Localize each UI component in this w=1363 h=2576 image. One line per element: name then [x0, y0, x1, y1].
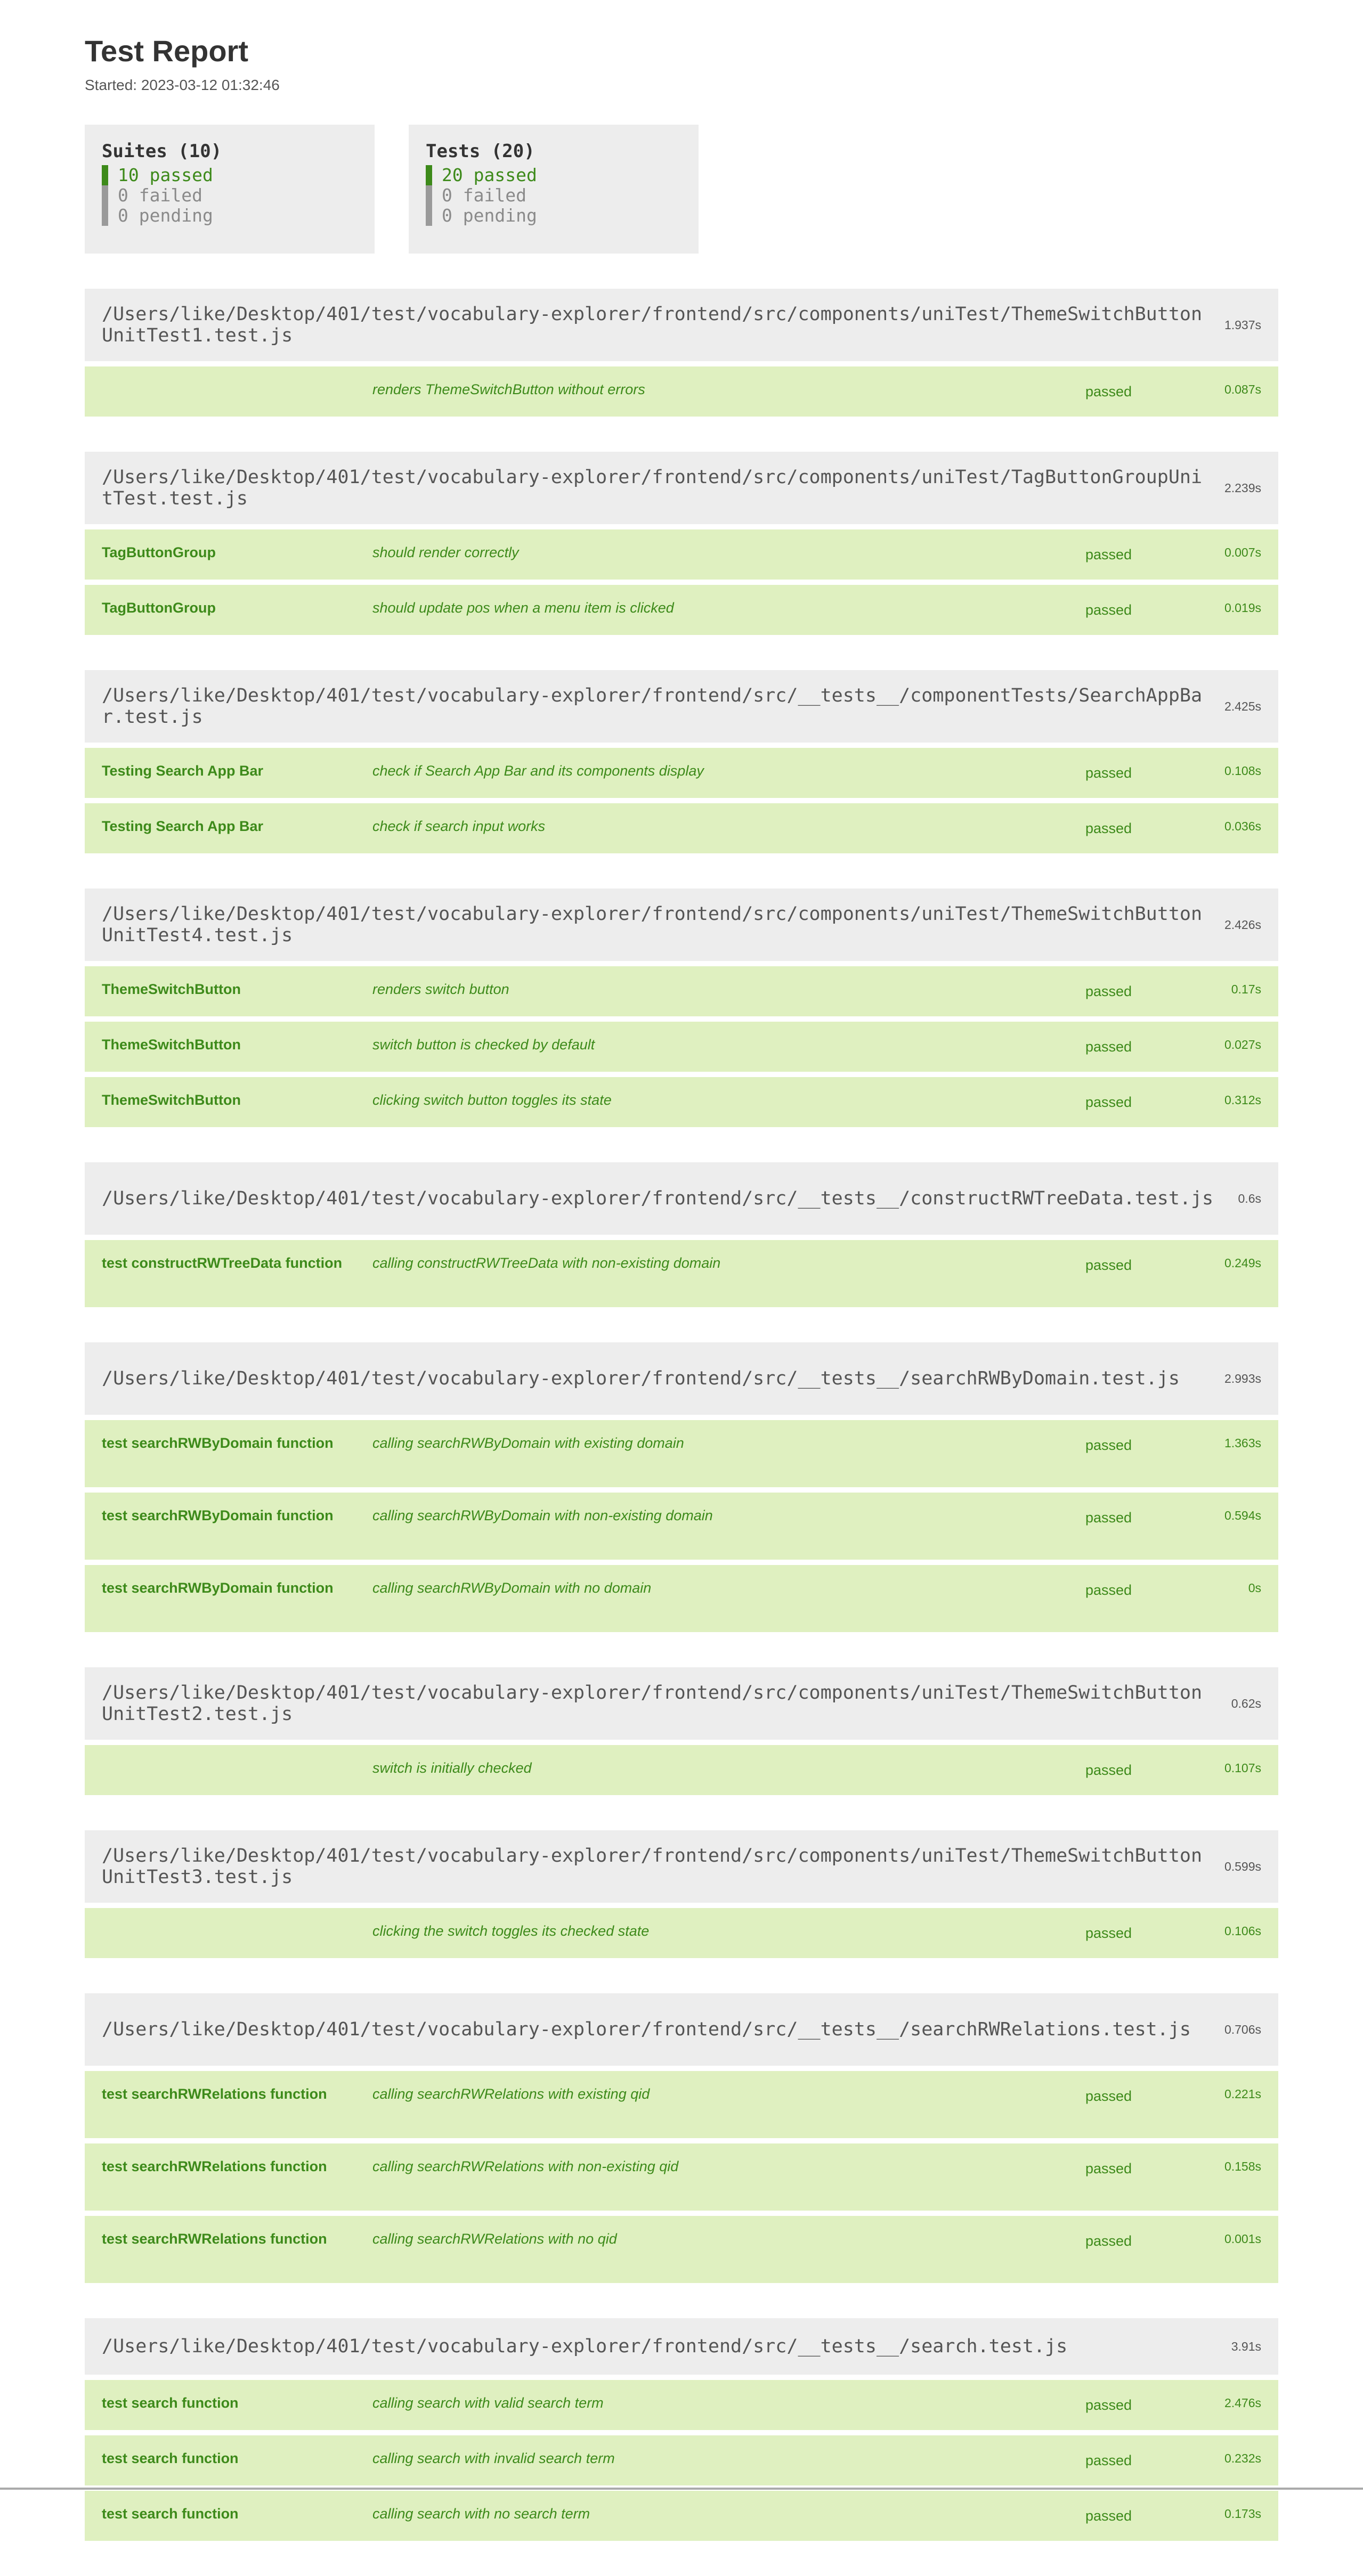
test-suite — [85, 2318, 1278, 2541]
test-row — [85, 529, 1278, 580]
test-suite-name: TagButtonGroup — [102, 544, 216, 560]
test-title: calling searchRWRelations with existing qid — [372, 2086, 650, 2102]
test-status: passed — [1085, 602, 1132, 618]
test-row — [85, 1493, 1278, 1560]
test-suite-name: test searchRWByDomain function — [102, 1507, 334, 1523]
test-suite — [85, 888, 1278, 1127]
test-suite — [85, 1830, 1278, 1958]
test-duration: 0.001s — [1224, 2232, 1261, 2246]
test-row — [85, 2071, 1278, 2138]
test-status: passed — [1085, 2161, 1132, 2176]
suite-header — [85, 1830, 1278, 1903]
test-status: passed — [1085, 2452, 1132, 2468]
suites-failed-count: 0 failed — [102, 185, 358, 206]
test-row — [85, 2216, 1278, 2283]
suite-header — [85, 1667, 1278, 1740]
test-suite-name: test search function — [102, 2395, 239, 2411]
test-row — [85, 1240, 1278, 1307]
test-row — [85, 2491, 1278, 2541]
test-duration: 1.363s — [1224, 1436, 1261, 1450]
report-page — [85, 34, 1278, 2576]
summary — [85, 125, 1278, 254]
test-row — [85, 1565, 1278, 1632]
test-suite — [85, 1667, 1278, 1795]
suite-file-path: /Users/like/Desktop/401/test/vocabulary-explorer/frontend/src/components/uniTest/ThemeSwitchButtonUnitTest4.test.js — [102, 903, 1203, 946]
suite-file-path: /Users/like/Desktop/401/test/vocabulary-explorer/frontend/src/__tests__/constructRWTreeData.test.js — [102, 1188, 1214, 1209]
test-suite-name: test searchRWRelations function — [102, 2086, 327, 2102]
test-title: calling searchRWByDomain with no domain — [372, 1580, 652, 1596]
test-duration: 0.221s — [1224, 2087, 1261, 2101]
test-suite-name: test search function — [102, 2506, 239, 2522]
test-title: should update pos when a menu item is clicked — [372, 600, 674, 616]
test-row — [85, 1908, 1278, 1958]
test-duration: 2.476s — [1224, 2396, 1261, 2410]
suites-pending-count: 0 pending — [102, 206, 358, 226]
test-suite-name: test searchRWByDomain function — [102, 1580, 334, 1596]
suite-duration: 2.993s — [1224, 1371, 1261, 1385]
test-status: passed — [1085, 765, 1132, 781]
suite-header — [85, 888, 1278, 961]
test-status: passed — [1085, 1437, 1132, 1453]
suite-header — [85, 1993, 1278, 2066]
test-suite-name: test search function — [102, 2450, 239, 2466]
test-suite — [85, 1993, 1278, 2283]
test-title: check if Search App Bar and its components display — [372, 763, 704, 779]
test-title: calling constructRWTreeData with non-existing domain — [372, 1255, 721, 1271]
suite-header — [85, 1162, 1278, 1235]
test-status: passed — [1085, 1925, 1132, 1941]
test-duration: 0.027s — [1224, 1038, 1261, 1051]
suites-summary-heading: Suites (10) — [102, 141, 222, 162]
test-duration: 0.312s — [1224, 1093, 1261, 1107]
suites-passed-count: 10 passed — [102, 165, 358, 185]
test-row — [85, 1022, 1278, 1072]
test-duration: 0s — [1248, 1581, 1261, 1595]
test-suite-name: ThemeSwitchButton — [102, 1092, 241, 1108]
suite-file-path: /Users/like/Desktop/401/test/vocabulary-explorer/frontend/src/__tests__/searchRWByDomain.test.js — [102, 1368, 1180, 1389]
started-timestamp: Started: 2023-03-12 01:32:46 — [85, 77, 280, 93]
suite-header — [85, 289, 1278, 361]
test-duration: 0.106s — [1224, 1924, 1261, 1938]
test-status: passed — [1085, 384, 1132, 400]
test-suite-name: TagButtonGroup — [102, 600, 216, 616]
test-suite-name: Testing Search App Bar — [102, 763, 264, 779]
test-title: calling searchRWByDomain with existing domain — [372, 1435, 684, 1451]
test-duration: 0.158s — [1224, 2159, 1261, 2173]
test-status: passed — [1085, 2088, 1132, 2104]
test-title: clicking switch button toggles its state — [372, 1092, 612, 1108]
test-duration: 0.019s — [1224, 601, 1261, 615]
test-title: switch button is checked by default — [372, 1037, 595, 1053]
suite-file-path: /Users/like/Desktop/401/test/vocabulary-explorer/frontend/src/__tests__/componentTests/SearchAppBar.test.js — [102, 685, 1203, 728]
test-status: passed — [1085, 2508, 1132, 2524]
test-title: calling searchRWRelations with non-existing qid — [372, 2158, 679, 2174]
suite-duration: 1.937s — [1224, 317, 1261, 332]
bottom-divider — [0, 2488, 1363, 2490]
test-duration: 0.232s — [1224, 2451, 1261, 2465]
suite-duration: 2.239s — [1224, 480, 1261, 495]
test-row — [85, 966, 1278, 1016]
tests-failed-count: 0 failed — [426, 185, 682, 206]
test-suite — [85, 289, 1278, 417]
suite-file-path: /Users/like/Desktop/401/test/vocabulary-explorer/frontend/src/components/uniTest/TagButtonGroupUnitTest.test.js — [102, 467, 1203, 509]
test-row — [85, 1077, 1278, 1127]
test-row — [85, 2143, 1278, 2211]
test-status: passed — [1085, 2233, 1132, 2249]
test-suite — [85, 1162, 1278, 1307]
test-suite-name: test searchRWByDomain function — [102, 1435, 334, 1451]
suite-duration: 2.426s — [1224, 917, 1261, 932]
test-row — [85, 748, 1278, 798]
suite-duration: 2.425s — [1224, 699, 1261, 713]
test-status: passed — [1085, 983, 1132, 999]
suite-duration: 0.706s — [1224, 2022, 1261, 2036]
test-suite — [85, 1342, 1278, 1632]
test-row — [85, 585, 1278, 635]
suite-file-path: /Users/like/Desktop/401/test/vocabulary-explorer/frontend/src/__tests__/search.test.js — [102, 2336, 1068, 2357]
test-duration: 0.249s — [1224, 1256, 1261, 1270]
test-row — [85, 366, 1278, 417]
test-title: calling search with valid search term — [372, 2395, 604, 2411]
test-duration: 0.594s — [1224, 1509, 1261, 1522]
suite-file-path: /Users/like/Desktop/401/test/vocabulary-explorer/frontend/src/components/uniTest/ThemeSwitchButtonUnitTest1.test.js — [102, 304, 1203, 346]
test-title: check if search input works — [372, 818, 546, 834]
test-row — [85, 1745, 1278, 1795]
test-duration: 0.108s — [1224, 764, 1261, 778]
tests-passed-count: 20 passed — [426, 165, 682, 185]
test-row — [85, 2435, 1278, 2485]
suite-duration: 3.91s — [1231, 2339, 1261, 2353]
test-title: calling search with no search term — [372, 2506, 590, 2522]
tests-summary — [409, 125, 699, 254]
test-status: passed — [1085, 2397, 1132, 2413]
test-title: renders ThemeSwitchButton without errors — [372, 381, 645, 397]
suite-list — [85, 289, 1278, 2541]
test-title: renders switch button — [372, 981, 509, 997]
test-duration: 0.17s — [1231, 982, 1261, 996]
test-title: calling searchRWRelations with no qid — [372, 2231, 617, 2247]
test-status: passed — [1085, 547, 1132, 563]
test-suite-name: test searchRWRelations function — [102, 2231, 327, 2247]
test-suite — [85, 670, 1278, 853]
test-row — [85, 1420, 1278, 1487]
test-title: calling search with invalid search term — [372, 2450, 615, 2466]
test-suite-name: ThemeSwitchButton — [102, 1037, 241, 1053]
test-row — [85, 2380, 1278, 2430]
suite-duration: 0.6s — [1238, 1191, 1261, 1205]
suite-header — [85, 2318, 1278, 2375]
test-status: passed — [1085, 1257, 1132, 1273]
test-suite — [85, 452, 1278, 635]
test-status: passed — [1085, 1039, 1132, 1055]
page-title: Test Report — [85, 34, 248, 68]
test-row — [85, 803, 1278, 853]
test-status: passed — [1085, 1094, 1132, 1110]
test-title: should render correctly — [372, 544, 519, 560]
suite-duration: 0.62s — [1231, 1696, 1261, 1710]
test-status: passed — [1085, 820, 1132, 836]
suite-duration: 0.599s — [1224, 1859, 1261, 1873]
test-duration: 0.173s — [1224, 2507, 1261, 2521]
test-suite-name: test searchRWRelations function — [102, 2158, 327, 2174]
test-status: passed — [1085, 1510, 1132, 1526]
test-title: calling searchRWByDomain with non-existing domain — [372, 1507, 713, 1523]
suite-header — [85, 452, 1278, 524]
suite-file-path: /Users/like/Desktop/401/test/vocabulary-explorer/frontend/src/components/uniTest/ThemeSwitchButtonUnitTest2.test.js — [102, 1682, 1203, 1725]
tests-summary-heading: Tests (20) — [426, 141, 535, 162]
test-status: passed — [1085, 1762, 1132, 1778]
test-duration: 0.007s — [1224, 545, 1261, 559]
test-suite-name: test constructRWTreeData function — [102, 1255, 343, 1271]
suite-header — [85, 1342, 1278, 1415]
test-duration: 0.036s — [1224, 819, 1261, 833]
test-title: clicking the switch toggles its checked state — [372, 1923, 650, 1939]
test-duration: 0.107s — [1224, 1761, 1261, 1775]
tests-pending-count: 0 pending — [426, 206, 682, 226]
suites-summary — [85, 125, 375, 254]
suite-file-path: /Users/like/Desktop/401/test/vocabulary-explorer/frontend/src/__tests__/searchRWRelations.test.js — [102, 2019, 1191, 2040]
test-suite-name: ThemeSwitchButton — [102, 981, 241, 997]
test-duration: 0.087s — [1224, 382, 1261, 396]
test-suite-name: Testing Search App Bar — [102, 818, 264, 834]
test-status: passed — [1085, 1582, 1132, 1598]
suite-header — [85, 670, 1278, 743]
test-title: switch is initially checked — [372, 1760, 532, 1776]
suite-file-path: /Users/like/Desktop/401/test/vocabulary-explorer/frontend/src/components/uniTest/ThemeSwitchButtonUnitTest3.test.js — [102, 1845, 1203, 1888]
